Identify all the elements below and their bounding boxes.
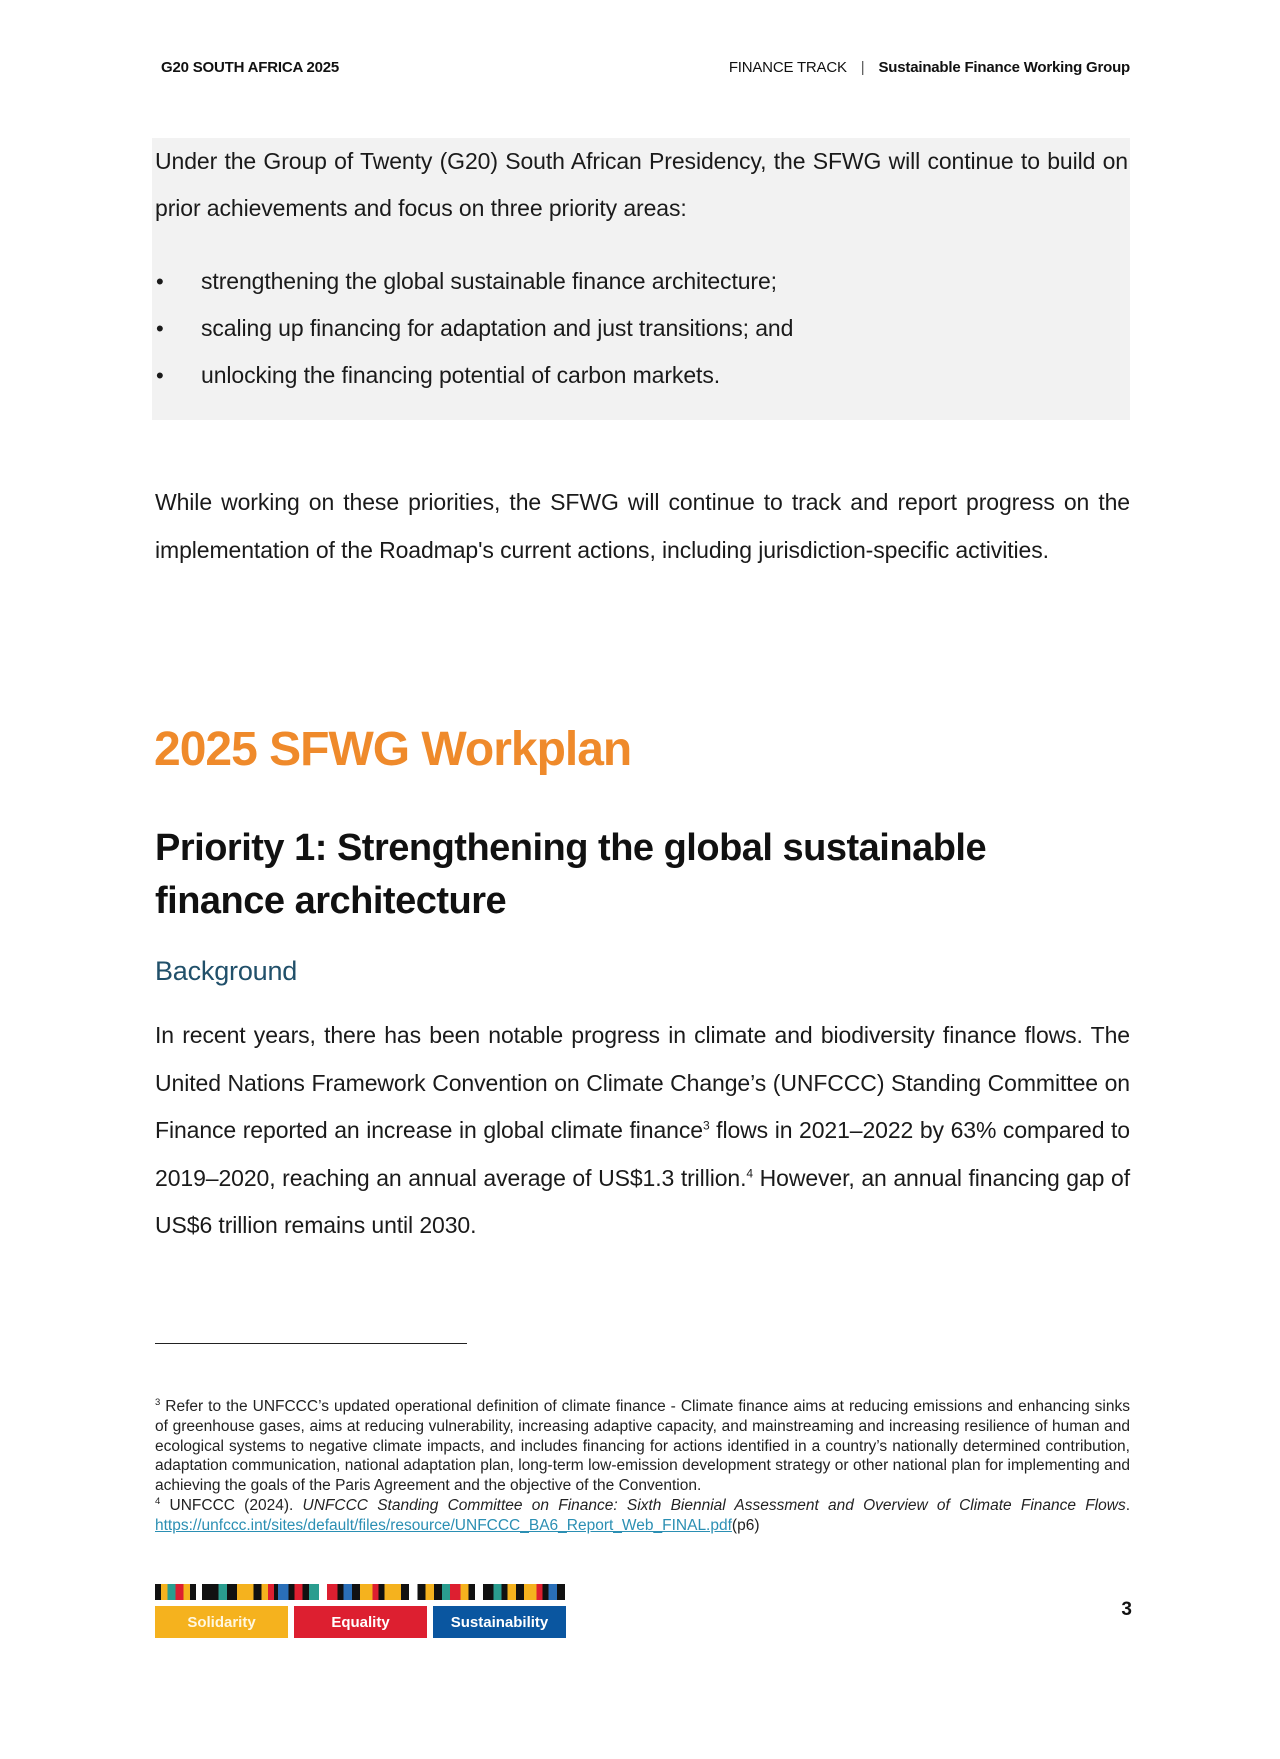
value-solidarity: Solidarity xyxy=(155,1606,288,1638)
bullet-icon: • xyxy=(156,269,164,294)
priority-list-item-text: scaling up financing for adaptation and just transitions; and xyxy=(201,315,794,341)
header-separator: | xyxy=(860,59,865,76)
background-text-part-3: However, an annual financing gap of US$6 trillion remains until 2030. xyxy=(155,1164,1130,1238)
footnotes xyxy=(155,1397,1130,1536)
footnote-4 xyxy=(155,1496,1130,1536)
callout-intro-text: Under the Group of Twenty (G20) South African Presidency, the SFWG will continue to build on prior achievements and focus on three priority areas: xyxy=(155,148,1128,221)
g20-values-banner xyxy=(155,1606,566,1638)
bullet-icon: • xyxy=(156,316,164,341)
footnote-4-prefix: UNFCCC (2024). xyxy=(160,1496,303,1514)
value-equality: Equality xyxy=(294,1606,427,1638)
bullet-icon: • xyxy=(156,363,164,388)
priority-1-heading: Priority 1: Strengthening the global sustainable finance architecture xyxy=(155,827,987,922)
footnote-ref-3[interactable]: 3 xyxy=(702,1118,710,1133)
footnote-4-marker: 4 xyxy=(155,1495,161,1507)
footnote-3-marker: 3 xyxy=(155,1396,161,1408)
priority-list xyxy=(152,258,1130,399)
background-paragraph xyxy=(155,1012,1130,1250)
g20-pattern-strip-icon xyxy=(155,1584,565,1600)
priority-list-item xyxy=(152,258,1130,305)
background-subheading: Background xyxy=(155,956,298,986)
workplan-heading: 2025 SFWG Workplan xyxy=(154,723,632,776)
priority-list-item-text: strengthening the global sustainable finance architecture; xyxy=(201,268,777,294)
footnote-divider xyxy=(155,1343,467,1344)
header-event-title: G20 SOUTH AFRICA 2025 xyxy=(161,59,340,76)
footnote-ref-4[interactable]: 4 xyxy=(746,1165,753,1180)
footnote-3-text: Refer to the UNFCCC’s updated operational definition of climate finance - Climate finance aims at reducing emissions and enhancing sinks of greenhouse gases, aims at reducing vulnerability, increasing adaptive capacity, and mainstreaming and increasing resilience of human and ecological systems to negative climate impacts, and includes financing for actions identified in a country’s nationally determined contribution, adaptation communication, national adaptation plan, long-term low-emission development strategy or other national plan for implementing and achieving the goals of the Paris Agreement and the objective of the Convention. xyxy=(155,1398,1130,1495)
header-group-name: Sustainable Finance Working Group xyxy=(878,59,1130,76)
header-track-label: FINANCE TRACK xyxy=(728,59,847,76)
footnote-4-suffix: (p6) xyxy=(731,1516,760,1534)
priority-list-item xyxy=(152,305,1130,352)
footnote-4-link[interactable]: https://unfccc.int/sites/default/files/resource/UNFCCC_BA6_Report_Web_FINAL.pdf xyxy=(155,1516,732,1534)
background-text-part-2: flows in 2021–2022 by 63% compared to 2019–2020, reaching an annual average of US$1.3 trillion. xyxy=(155,1117,1130,1191)
progress-tracking-paragraph: While working on these priorities, the SFWG will continue to track and report progress on the implementation of the Roadmap's current actions, including jurisdiction-specific activities. xyxy=(155,489,1130,563)
footnote-4-punct: . xyxy=(1125,1496,1131,1514)
header-track xyxy=(729,59,1130,76)
priority-list-item-text: unlocking the financing potential of carbon markets. xyxy=(201,362,721,388)
footnote-3 xyxy=(155,1397,1130,1496)
page-number: 3 xyxy=(1121,1599,1132,1620)
value-sustainability: Sustainability xyxy=(433,1606,566,1638)
footnote-4-title: UNFCCC Standing Committee on Finance: Sixth Biennial Assessment and Overview of Climate Finance Flows xyxy=(302,1496,1126,1514)
priority-callout-box xyxy=(152,138,1130,420)
priority-list-item xyxy=(152,352,1130,399)
background-text-part-1: In recent years, there has been notable progress in climate and biodiversity finance flows. The United Nations Framework Convention on Climate Change’s (UNFCCC) Standing Committee on Finance reported an increase in global climate finance xyxy=(155,1022,1130,1143)
